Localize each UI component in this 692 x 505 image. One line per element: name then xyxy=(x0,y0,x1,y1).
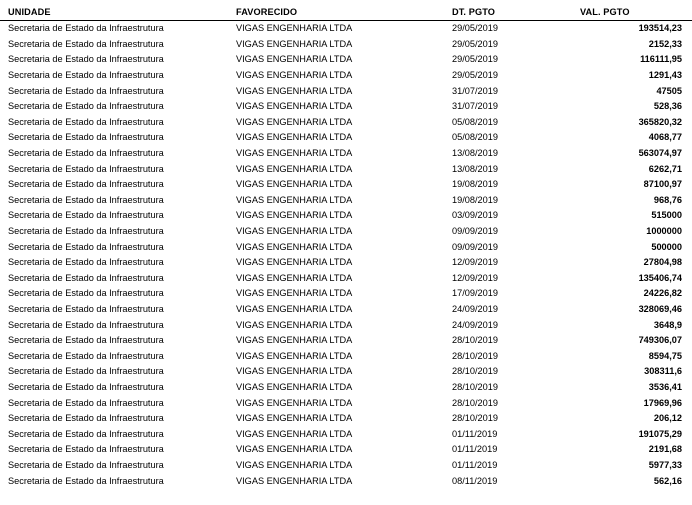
cell-favorecido: VIGAS ENGENHARIA LTDA xyxy=(236,85,353,96)
cell-unidade: Secretaria de Estado da Infraestrutura xyxy=(8,272,164,283)
cell-favorecido: VIGAS ENGENHARIA LTDA xyxy=(236,366,353,377)
cell-dt_pgto: 31/07/2019 xyxy=(452,85,498,96)
cell-unidade: Secretaria de Estado da Infraestrutura xyxy=(8,257,164,268)
cell-val_pgto: 2191,68 xyxy=(648,444,682,455)
cell-val_pgto: 191075,29 xyxy=(638,428,682,439)
cell-dt_pgto: 17/09/2019 xyxy=(452,288,498,299)
table-row xyxy=(0,271,692,287)
cell-dt_pgto: 05/08/2019 xyxy=(452,116,498,127)
cell-val_pgto: 27804,98 xyxy=(643,257,682,268)
table-row xyxy=(0,364,692,380)
table-row xyxy=(0,458,692,474)
cell-dt_pgto: 31/07/2019 xyxy=(452,101,498,112)
table-row xyxy=(0,442,692,458)
cell-dt_pgto: 13/08/2019 xyxy=(452,148,498,159)
table-row xyxy=(0,302,692,318)
cell-dt_pgto: 09/09/2019 xyxy=(452,241,498,252)
table-row xyxy=(0,224,692,240)
table-row xyxy=(0,83,692,99)
cell-dt_pgto: 19/08/2019 xyxy=(452,179,498,190)
table-row xyxy=(0,317,692,333)
table-row xyxy=(0,286,692,302)
table-row xyxy=(0,161,692,177)
cell-favorecido: VIGAS ENGENHARIA LTDA xyxy=(236,132,353,143)
cell-val_pgto: 365820,32 xyxy=(638,116,682,127)
cell-favorecido: VIGAS ENGENHARIA LTDA xyxy=(236,257,353,268)
cell-favorecido: VIGAS ENGENHARIA LTDA xyxy=(236,148,353,159)
cell-favorecido: VIGAS ENGENHARIA LTDA xyxy=(236,163,353,174)
cell-favorecido: VIGAS ENGENHARIA LTDA xyxy=(236,70,353,81)
cell-val_pgto: 4068,77 xyxy=(648,132,682,143)
cell-val_pgto: 328069,46 xyxy=(638,303,682,314)
table-header xyxy=(0,6,692,21)
table-header-row xyxy=(0,6,692,21)
cell-val_pgto: 3536,41 xyxy=(648,381,682,392)
cell-val_pgto: 6262,71 xyxy=(648,163,682,174)
cell-unidade: Secretaria de Estado da Infraestrutura xyxy=(8,210,164,221)
cell-dt_pgto: 08/11/2019 xyxy=(452,475,498,486)
cell-val_pgto: 3648,9 xyxy=(653,319,682,330)
table-row xyxy=(0,193,692,209)
cell-val_pgto: 87100,97 xyxy=(643,179,682,190)
cell-val_pgto: 24226,82 xyxy=(643,288,682,299)
cell-val_pgto: 135406,74 xyxy=(638,272,682,283)
cell-favorecido: VIGAS ENGENHARIA LTDA xyxy=(236,272,353,283)
cell-unidade: Secretaria de Estado da Infraestrutura xyxy=(8,350,164,361)
cell-val_pgto: 17969,96 xyxy=(643,397,682,408)
cell-favorecido: VIGAS ENGENHARIA LTDA xyxy=(236,397,353,408)
table-row xyxy=(0,130,692,146)
cell-unidade: Secretaria de Estado da Infraestrutura xyxy=(8,319,164,330)
cell-favorecido: VIGAS ENGENHARIA LTDA xyxy=(236,38,353,49)
cell-val_pgto: 116111,95 xyxy=(640,54,682,65)
cell-unidade: Secretaria de Estado da Infraestrutura xyxy=(8,303,164,314)
cell-dt_pgto: 12/09/2019 xyxy=(452,272,498,283)
cell-favorecido: VIGAS ENGENHARIA LTDA xyxy=(236,413,353,424)
payments-table xyxy=(0,6,692,489)
cell-val_pgto: 8594,75 xyxy=(648,350,682,361)
cell-favorecido: VIGAS ENGENHARIA LTDA xyxy=(236,101,353,112)
table-row xyxy=(0,115,692,131)
cell-val_pgto: 515000 xyxy=(651,210,682,221)
cell-unidade: Secretaria de Estado da Infraestrutura xyxy=(8,428,164,439)
cell-favorecido: VIGAS ENGENHARIA LTDA xyxy=(236,428,353,439)
cell-dt_pgto: 09/09/2019 xyxy=(452,226,498,237)
cell-favorecido: VIGAS ENGENHARIA LTDA xyxy=(236,54,353,65)
cell-favorecido: VIGAS ENGENHARIA LTDA xyxy=(236,210,353,221)
table-row xyxy=(0,395,692,411)
cell-dt_pgto: 28/10/2019 xyxy=(452,335,498,346)
table-row xyxy=(0,255,692,271)
cell-dt_pgto: 03/09/2019 xyxy=(452,210,498,221)
cell-val_pgto: 5977,33 xyxy=(648,459,682,470)
cell-val_pgto: 308311,6 xyxy=(644,366,682,377)
cell-dt_pgto: 28/10/2019 xyxy=(452,397,498,408)
cell-favorecido: VIGAS ENGENHARIA LTDA xyxy=(236,335,353,346)
cell-dt_pgto: 29/05/2019 xyxy=(452,23,498,34)
cell-unidade: Secretaria de Estado da Infraestrutura xyxy=(8,70,164,81)
table-row xyxy=(0,333,692,349)
cell-unidade: Secretaria de Estado da Infraestrutura xyxy=(8,179,164,190)
table-row xyxy=(0,21,692,37)
cell-favorecido: VIGAS ENGENHARIA LTDA xyxy=(236,381,353,392)
cell-favorecido: VIGAS ENGENHARIA LTDA xyxy=(236,116,353,127)
cell-dt_pgto: 12/09/2019 xyxy=(452,257,498,268)
column-header-val-pgto[interactable]: VAL. PGTO xyxy=(572,6,692,21)
table-row xyxy=(0,348,692,364)
cell-unidade: Secretaria de Estado da Infraestrutura xyxy=(8,194,164,205)
cell-favorecido: VIGAS ENGENHARIA LTDA xyxy=(236,475,353,486)
cell-unidade: Secretaria de Estado da Infraestrutura xyxy=(8,226,164,237)
cell-dt_pgto: 19/08/2019 xyxy=(452,194,498,205)
table-body xyxy=(0,21,692,489)
table-row xyxy=(0,426,692,442)
table-row xyxy=(0,473,692,489)
cell-dt_pgto: 05/08/2019 xyxy=(452,132,498,143)
table-row xyxy=(0,239,692,255)
cell-dt_pgto: 24/09/2019 xyxy=(452,319,498,330)
cell-unidade: Secretaria de Estado da Infraestrutura xyxy=(8,38,164,49)
cell-val_pgto: 1291,43 xyxy=(648,70,682,81)
cell-unidade: Secretaria de Estado da Infraestrutura xyxy=(8,288,164,299)
cell-unidade: Secretaria de Estado da Infraestrutura xyxy=(8,381,164,392)
cell-dt_pgto: 13/08/2019 xyxy=(452,163,498,174)
cell-val_pgto: 47505 xyxy=(656,85,682,96)
cell-dt_pgto: 29/05/2019 xyxy=(452,70,498,81)
cell-unidade: Secretaria de Estado da Infraestrutura xyxy=(8,459,164,470)
cell-favorecido: VIGAS ENGENHARIA LTDA xyxy=(236,303,353,314)
cell-unidade: Secretaria de Estado da Infraestrutura xyxy=(8,23,164,34)
cell-dt_pgto: 28/10/2019 xyxy=(452,350,498,361)
cell-unidade: Secretaria de Estado da Infraestrutura xyxy=(8,335,164,346)
column-header-dt-pgto[interactable]: DT. PGTO xyxy=(444,6,572,21)
table-row xyxy=(0,380,692,396)
cell-unidade: Secretaria de Estado da Infraestrutura xyxy=(8,366,164,377)
table-row xyxy=(0,411,692,427)
table-row xyxy=(0,146,692,162)
cell-favorecido: VIGAS ENGENHARIA LTDA xyxy=(236,241,353,252)
cell-unidade: Secretaria de Estado da Infraestrutura xyxy=(8,475,164,486)
cell-favorecido: VIGAS ENGENHARIA LTDA xyxy=(236,288,353,299)
cell-val_pgto: 500000 xyxy=(651,241,682,252)
table-row xyxy=(0,177,692,193)
cell-unidade: Secretaria de Estado da Infraestrutura xyxy=(8,163,164,174)
cell-dt_pgto: 01/11/2019 xyxy=(452,444,498,455)
cell-unidade: Secretaria de Estado da Infraestrutura xyxy=(8,132,164,143)
cell-dt_pgto: 24/09/2019 xyxy=(452,303,498,314)
column-header-favorecido[interactable]: FAVORECIDO xyxy=(228,6,444,21)
cell-favorecido: VIGAS ENGENHARIA LTDA xyxy=(236,319,353,330)
cell-dt_pgto: 28/10/2019 xyxy=(452,413,498,424)
cell-favorecido: VIGAS ENGENHARIA LTDA xyxy=(236,179,353,190)
cell-favorecido: VIGAS ENGENHARIA LTDA xyxy=(236,459,353,470)
cell-unidade: Secretaria de Estado da Infraestrutura xyxy=(8,85,164,96)
cell-favorecido: VIGAS ENGENHARIA LTDA xyxy=(236,350,353,361)
cell-unidade: Secretaria de Estado da Infraestrutura xyxy=(8,444,164,455)
cell-favorecido: VIGAS ENGENHARIA LTDA xyxy=(236,226,353,237)
table-row xyxy=(0,68,692,84)
cell-val_pgto: 563074,97 xyxy=(638,148,682,159)
table-row xyxy=(0,37,692,53)
cell-favorecido: VIGAS ENGENHARIA LTDA xyxy=(236,444,353,455)
cell-dt_pgto: 28/10/2019 xyxy=(452,366,498,377)
cell-unidade: Secretaria de Estado da Infraestrutura xyxy=(8,101,164,112)
cell-unidade: Secretaria de Estado da Infraestrutura xyxy=(8,116,164,127)
cell-dt_pgto: 01/11/2019 xyxy=(452,459,498,470)
cell-unidade: Secretaria de Estado da Infraestrutura xyxy=(8,148,164,159)
cell-dt_pgto: 29/05/2019 xyxy=(452,38,498,49)
cell-unidade: Secretaria de Estado da Infraestrutura xyxy=(8,54,164,65)
cell-dt_pgto: 28/10/2019 xyxy=(452,381,498,392)
column-header-unidade[interactable]: UNIDADE xyxy=(0,6,228,21)
cell-val_pgto: 206,12 xyxy=(653,413,682,424)
table-row xyxy=(0,52,692,68)
cell-val_pgto: 193514,23 xyxy=(638,23,682,34)
cell-val_pgto: 749306,07 xyxy=(638,335,682,346)
cell-unidade: Secretaria de Estado da Infraestrutura xyxy=(8,241,164,252)
cell-dt_pgto: 01/11/2019 xyxy=(452,428,498,439)
cell-favorecido: VIGAS ENGENHARIA LTDA xyxy=(236,23,353,34)
cell-dt_pgto: 29/05/2019 xyxy=(452,54,498,65)
cell-val_pgto: 1000000 xyxy=(646,226,682,237)
cell-val_pgto: 562,16 xyxy=(653,475,682,486)
cell-val_pgto: 2152,33 xyxy=(648,38,682,49)
table-row xyxy=(0,208,692,224)
cell-unidade: Secretaria de Estado da Infraestrutura xyxy=(8,413,164,424)
cell-favorecido: VIGAS ENGENHARIA LTDA xyxy=(236,194,353,205)
cell-val_pgto: 528,36 xyxy=(653,101,682,112)
cell-val_pgto: 968,76 xyxy=(653,194,682,205)
table-row xyxy=(0,99,692,115)
cell-unidade: Secretaria de Estado da Infraestrutura xyxy=(8,397,164,408)
